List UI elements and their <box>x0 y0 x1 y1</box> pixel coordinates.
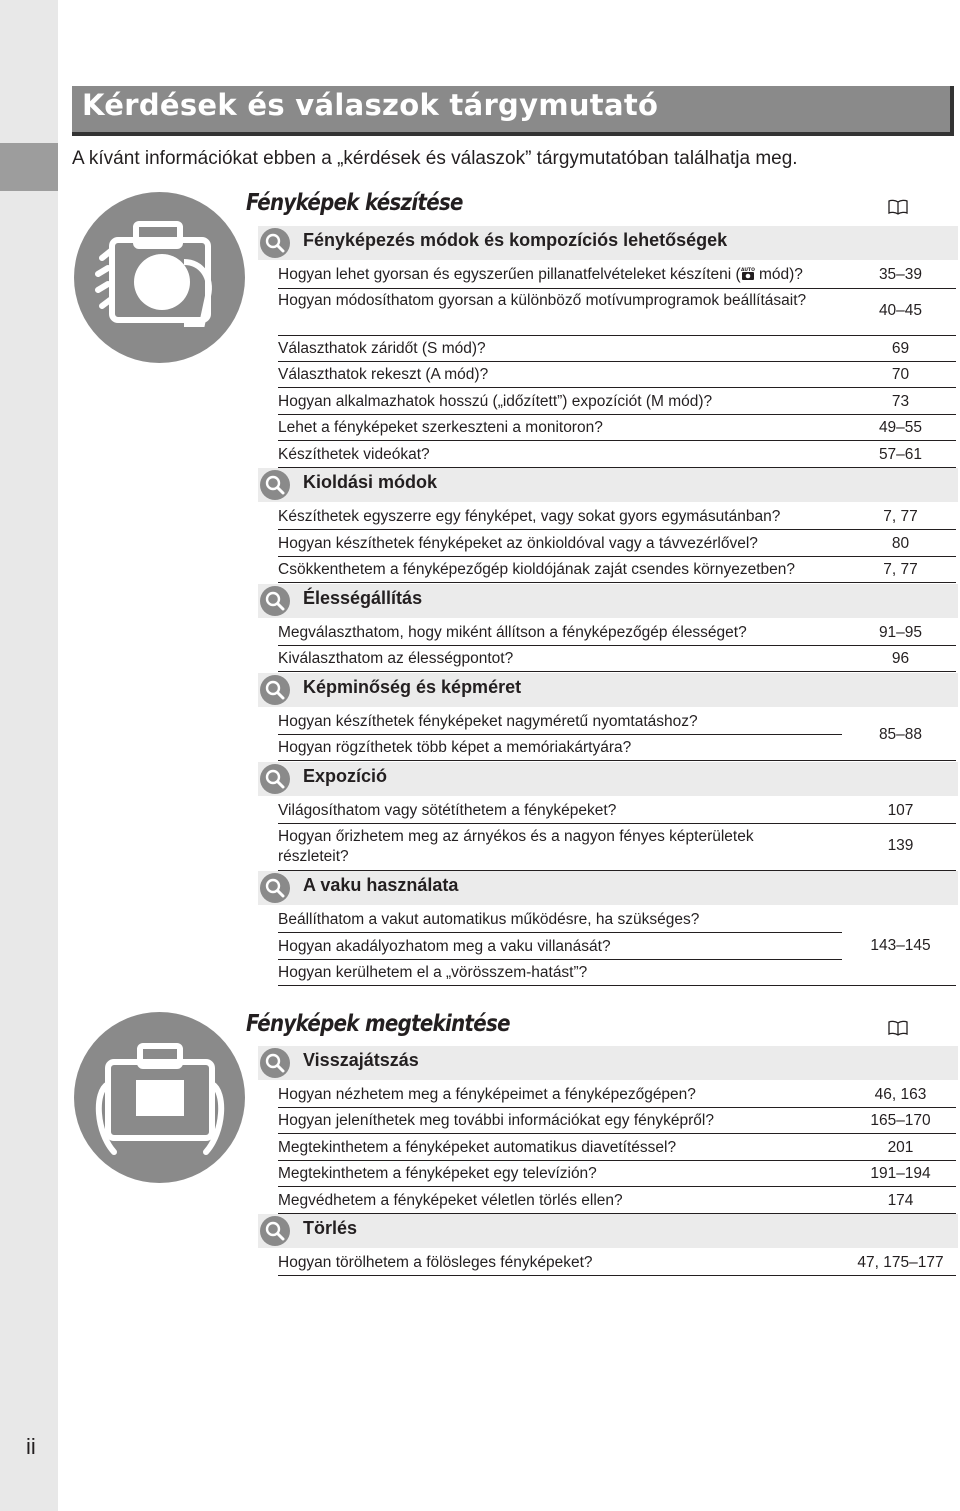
row-question: Készíthetek videókat? <box>278 446 430 463</box>
row-question: Hogyan alkalmazhatok hosszú („időzített”) expozíciót (M mód)? <box>278 393 713 410</box>
row-pages: 47, 175–177 <box>857 1254 944 1271</box>
book-icon <box>888 199 908 215</box>
row-question: Hogyan rögzíthetek több képet a memóriakártyára? <box>278 739 632 756</box>
row-pages: 7, 77 <box>883 561 918 578</box>
category-label: Visszajátszás <box>303 1050 419 1070</box>
index-row <box>278 557 956 583</box>
category-label: Törlés <box>303 1218 358 1238</box>
magnifier-icon <box>260 873 290 903</box>
row-question: Hogyan őrizhetem meg az árnyékos és a nagyon fényes képterületek részleteit? <box>278 828 754 865</box>
row-pages: 143–145 <box>870 937 931 954</box>
row-pages: 7, 77 <box>883 508 918 525</box>
row-question: Hogyan lehet gyorsan és egyszerűen pillanatfelvételeket készíteni ( <box>278 266 741 283</box>
row-question-suffix: mód)? <box>754 266 803 283</box>
row-question: Hogyan készíthetek fényképeket az önkioldóval vagy a távvezérlővel? <box>278 535 758 552</box>
index-row <box>278 531 956 557</box>
magnifier-icon <box>260 675 290 705</box>
index-row <box>278 1188 956 1214</box>
row-pages: 174 <box>887 1192 914 1209</box>
magnifier-icon <box>260 470 290 500</box>
camera-viewing-illustration <box>74 1012 245 1183</box>
category-label: Expozíció <box>303 766 388 786</box>
row-question: Kiválaszthatom az élességpontot? <box>278 650 514 667</box>
index-row <box>278 798 956 824</box>
category-label: Képminőség és képméret <box>303 677 522 697</box>
row-question: Hogyan módosíthatom gyorsan a különböző motívumprogramok beállításait? <box>278 292 807 309</box>
magnifier-icon <box>260 228 290 258</box>
section-title-viewing: Fényképek megtekintése <box>246 1011 510 1037</box>
index-row <box>278 289 956 336</box>
chapter-tab <box>0 143 58 191</box>
row-question: Választhatok záridőt (S mód)? <box>278 340 486 357</box>
index-row <box>278 336 956 362</box>
auto-mode-icon <box>741 267 755 281</box>
category-bar <box>258 871 958 905</box>
row-question: Hogyan akadályozhatom meg a vaku villanását? <box>278 938 611 955</box>
camera-hands-icon <box>74 192 245 363</box>
magnifier-icon <box>260 1048 290 1078</box>
category-bar <box>258 1214 958 1248</box>
category-bar <box>258 673 958 707</box>
camera-back-icon <box>74 1012 245 1183</box>
row-pages: 46, 163 <box>874 1086 927 1103</box>
row-pages: 49–55 <box>878 419 923 436</box>
intro-text: A kívánt információkat ebben a „kérdések és válaszok” tárgymutatóban találhatja meg. <box>72 148 798 169</box>
index-row <box>278 646 956 672</box>
index-row <box>278 1250 956 1276</box>
row-question: Hogyan törölhetem a fölösleges fényképeket? <box>278 1254 593 1271</box>
magnifier-icon <box>260 764 290 794</box>
index-row <box>278 1135 956 1161</box>
row-pages: 35–39 <box>878 266 923 283</box>
index-row <box>278 1082 956 1108</box>
index-row <box>278 389 956 415</box>
row-question: Csökkenthetem a fényképezőgép kioldójának zaját csendes környezetben? <box>278 561 795 578</box>
row-pages: 40–45 <box>878 302 923 319</box>
row-question: Megtekinthetem a fényképeket automatikus diavetítéssel? <box>278 1139 677 1156</box>
index-row <box>278 960 956 986</box>
row-question: Világosíthatom vagy sötétíthetem a fényképeket? <box>278 802 617 819</box>
category-bar <box>258 762 958 796</box>
category-bar <box>258 1046 958 1080</box>
category-bar <box>258 468 958 502</box>
book-icon <box>888 1020 908 1036</box>
row-question: Megtekinthetem a fényképeket egy televízión? <box>278 1165 597 1182</box>
camera-shooting-illustration <box>74 192 245 363</box>
row-pages: 201 <box>887 1139 914 1156</box>
index-row <box>278 1108 956 1134</box>
magnifier-icon <box>260 586 290 616</box>
row-pages: 57–61 <box>878 446 923 463</box>
row-pages: 191–194 <box>870 1165 931 1182</box>
index-row <box>278 262 956 289</box>
index-row <box>278 442 956 468</box>
category-bar <box>258 584 958 618</box>
index-row <box>278 504 956 530</box>
index-row <box>278 1161 956 1187</box>
row-question: Hogyan készíthetek fényképeket nagyméretű nyomtatáshoz? <box>278 713 698 730</box>
row-pages: 70 <box>891 366 910 383</box>
index-row <box>278 362 956 388</box>
row-pages: 69 <box>891 340 910 357</box>
section-title-taking: Fényképek készítése <box>246 190 463 216</box>
row-pages: 85–88 <box>878 726 923 743</box>
page-title-bar <box>72 86 954 136</box>
row-question: Készíthetek egyszerre egy fényképet, vagy sokat gyors egymásutánban? <box>278 508 781 525</box>
svg-text:AUTO: AUTO <box>740 268 755 273</box>
row-pages: 165–170 <box>870 1112 931 1129</box>
row-pages: 73 <box>891 393 910 410</box>
row-question: Hogyan jeleníthetek meg további információkat egy fényképről? <box>278 1112 714 1129</box>
category-label: Kioldási módok <box>303 472 438 492</box>
row-question: Megválaszthatom, hogy miként állítson a fényképezőgép élességet? <box>278 624 747 641</box>
page-number: ii <box>26 1434 36 1459</box>
category-label: Fényképezés módok és kompozíciós lehetőségek <box>303 230 728 250</box>
row-pages: 80 <box>891 535 910 552</box>
row-question: Hogyan kerülhetem el a „vörösszem-hatást”? <box>278 964 588 981</box>
index-row <box>278 825 956 871</box>
index-row <box>278 709 842 735</box>
row-pages: 96 <box>891 650 910 667</box>
row-question: Hogyan nézhetem meg a fényképeimet a fényképezőgépen? <box>278 1086 696 1103</box>
index-row <box>278 415 956 441</box>
row-pages: 107 <box>887 802 914 819</box>
page-title: Kérdések és válaszok tárgymutató <box>82 88 659 122</box>
row-question: Beállíthatom a vakut automatikus működésre, ha szükséges? <box>278 911 700 928</box>
row-question: Lehet a fényképeket szerkeszteni a monitoron? <box>278 419 603 436</box>
category-bar <box>258 226 958 260</box>
row-pages: 91–95 <box>878 624 923 641</box>
left-margin-band <box>0 0 58 1511</box>
index-row <box>278 620 956 646</box>
category-label: A vaku használata <box>303 875 459 895</box>
index-row <box>278 907 842 933</box>
row-question: Választhatok rekeszt (A mód)? <box>278 366 489 383</box>
row-pages: 139 <box>887 837 914 854</box>
category-label: Élességállítás <box>303 588 423 608</box>
magnifier-icon <box>260 1216 290 1246</box>
index-row <box>278 934 842 960</box>
row-question: Megvédhetem a fényképeket véletlen törlés ellen? <box>278 1192 623 1209</box>
